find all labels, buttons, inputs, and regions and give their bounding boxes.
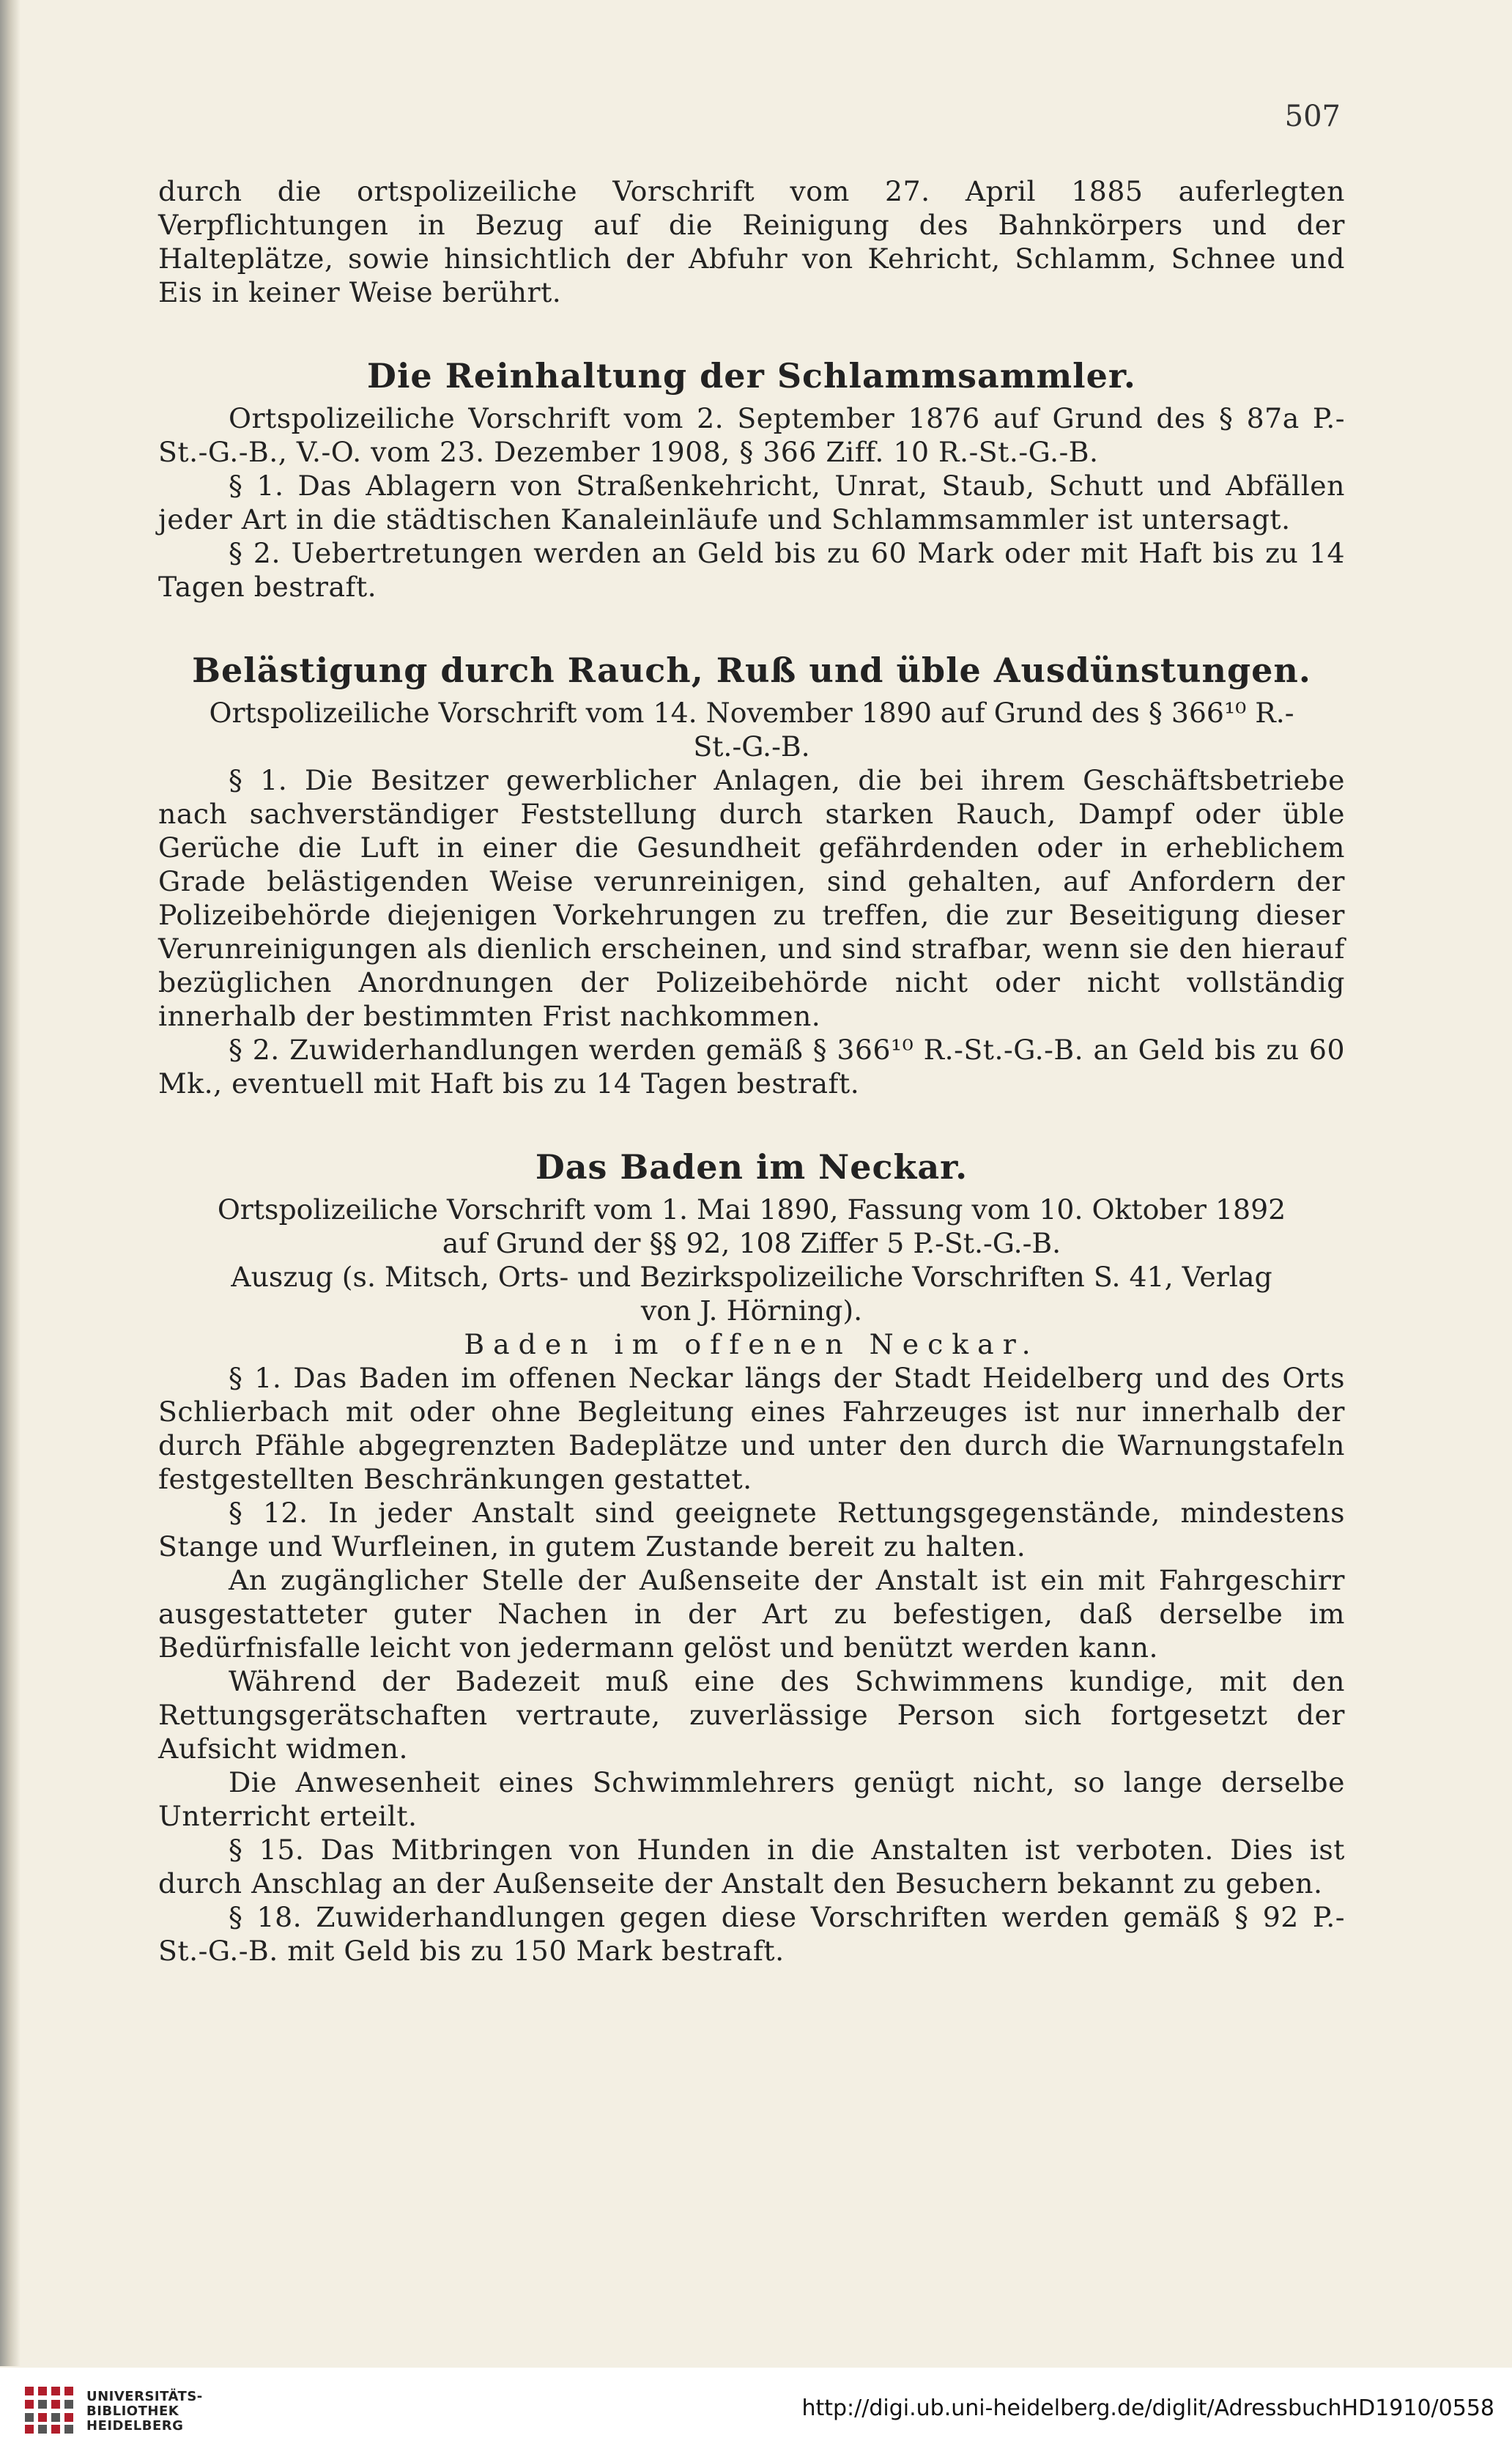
library-name-line: HEIDELBERG: [86, 2418, 184, 2434]
section-heading-rauch: Belästigung durch Rauch, Ruß und üble Ausdünstungen.: [192, 651, 1311, 690]
paragraph: An zugänglicher Stelle der Außenseite der Anstalt ist ein mit Fahrgeschirr ausgestatteter guter Nachen in der Art zu befestigen, daß derselbe im Bedürfnisfalle leicht von jedermann gelöst und benützt werden kann.: [158, 1564, 1345, 1664]
section-subheading: Baden im offenen Neckar.: [464, 1328, 1040, 1360]
paragraph: § 1. Das Baden im offenen Neckar längs der Stadt Heidelberg und des Orts Schlierbach mit oder ohne Begleitung eines Fahrzeuges ist nur innerhalb der durch Pfähle abgegrenzten Badeplätze und unter den durch die Warnungstafeln festgestellten Beschränkungen gestattet.: [158, 1362, 1345, 1495]
paragraph: § 18. Zuwiderhandlungen gegen diese Vorschriften werden gemäß § 92 P.-St.-G.-B. mit Geld bis zu 150 Mark bestraft.: [158, 1901, 1345, 1967]
section-source: Ortspolizeiliche Vorschrift vom 14. November 1890 auf Grund des § 366¹⁰ R.-St.-G.-B.: [209, 697, 1294, 763]
library-name: [86, 2390, 203, 2434]
paragraph: § 15. Das Mitbringen von Hunden in die Anstalten ist verboten. Dies ist durch Anschlag an der Außenseite der Anstalt den Besuchern bekannt zu geben.: [158, 1834, 1345, 1900]
source-url-link[interactable]: http://digi.ub.uni-heidelberg.de/diglit/AdressbuchHD1910/0558: [801, 2395, 1494, 2421]
paragraph: § 1. Das Ablagern von Straßenkehricht, Unrat, Staub, Schutt und Abfällen jeder Art in die städtischen Kanaleinläufe und Schlammsammler ist untersagt.: [158, 470, 1345, 536]
library-name-line: UNIVERSITÄTS-: [86, 2389, 203, 2404]
section-heading-schlammsammler: Die Reinhaltung der Schlammsammler.: [367, 356, 1136, 396]
section-source: Ortspolizeiliche Vorschrift vom 1. Mai 1890, Fassung vom 10. Oktober 1892 auf Grund der §§ 92, 108 Ziffer 5 P.-St.-G.-B.: [217, 1193, 1286, 1259]
page-number: 507: [1284, 100, 1341, 133]
paragraph: Die Anwesenheit eines Schwimmlehrers genügt nicht, so lange derselbe Unterricht erteilt.: [158, 1766, 1345, 1832]
page-content: [158, 174, 1345, 1968]
section-source: Ortspolizeiliche Vorschrift vom 2. September 1876 auf Grund des § 87a P.-St.-G.-B., V.-O. vom 23. Dezember 1908, § 366 Ziff. 10 R.-St.-G.-B.: [158, 402, 1345, 468]
intro-paragraph: durch die ortspolizeiliche Vorschrift vom 27. April 1885 auferlegten Verpflichtungen in Bezug auf die Reinigung des Bahnkörpers und der Halteplätze, sowie hinsichtlich der Abfuhr von Kehricht, Schlamm, Schnee und Eis in keiner Weise berührt.: [158, 175, 1345, 308]
paragraph: § 2. Zuwiderhandlungen werden gemäß § 366¹⁰ R.-St.-G.-B. an Geld bis zu 60 Mk., eventuell mit Haft bis zu 14 Tagen bestraft.: [158, 1034, 1345, 1100]
section-heading-baden: Das Baden im Neckar.: [535, 1147, 968, 1187]
page-binding-edge: [0, 0, 21, 2366]
paragraph: § 2. Uebertretungen werden an Geld bis zu 60 Mark oder mit Haft bis zu 14 Tagen bestraft.: [158, 537, 1345, 603]
university-library-logo-icon: [22, 2382, 78, 2438]
paragraph: Während der Badezeit muß eine des Schwimmens kundige, mit den Rettungsgerätschaften vertraute, zuverlässige Person sich fortgesetzt der Aufsicht widmen.: [158, 1665, 1345, 1765]
excerpt-note: Auszug (s. Mitsch, Orts- und Bezirkspolizeiliche Vorschriften S. 41, Verlag von J. Hörning).: [231, 1261, 1272, 1327]
library-name-line: BIBLIOTHEK: [86, 2404, 179, 2419]
paragraph: § 12. In jeder Anstalt sind geeignete Rettungsgegenstände, mindestens Stange und Wurfleinen, in gutem Zustande bereit zu halten.: [158, 1497, 1345, 1563]
footer-bar: [0, 2368, 1512, 2457]
paragraph: § 1. Die Besitzer gewerblicher Anlagen, die bei ihrem Geschäftsbetriebe nach sachverständiger Feststellung durch starken Rauch, Dampf oder üble Gerüche die Luft in einer die Gesundheit gefährdenden oder in erheblichem Grade belästigenden Weise verunreinigen, sind gehalten, auf Anfordern der Polizeibehörde diejenigen Vorkehrungen zu treffen, die zur Beseitigung dieser Verunreinigungen als dienlich erscheinen, und sind strafbar, wenn sie den hierauf bezüglichen Anordnungen der Polizeibehörde nicht oder nicht vollständig innerhalb der bestimmten Frist nachkommen.: [158, 764, 1345, 1032]
